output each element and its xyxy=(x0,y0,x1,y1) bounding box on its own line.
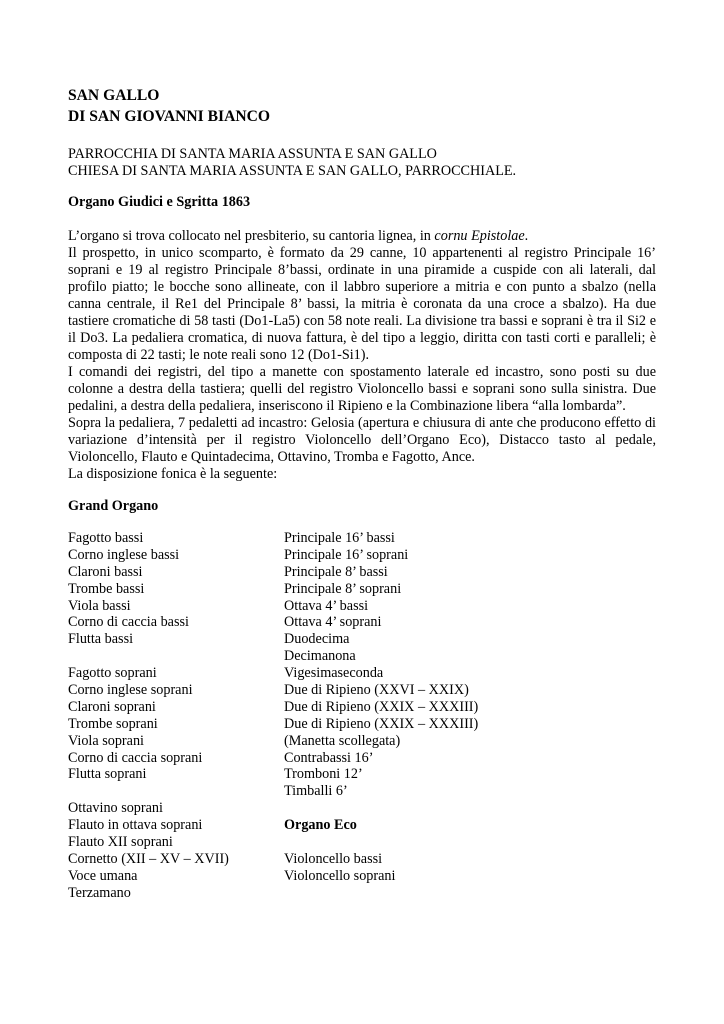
stop-item: Flutta bassi xyxy=(68,631,134,648)
stop-item: Principale 8’ bassi xyxy=(284,563,388,580)
stops-left-column xyxy=(68,530,278,902)
paragraph-3: I comandi dei registri, del tipo a manette con spostamento laterale ed incastro, sono posti su due colonne a destra della tastiera; quelli del registro Violoncello bassi e soprani sono sulla sinistra. Due pedalini, a destra della pedaliera, inseriscono il Ripieno e la Combinazione libera “alla lombarda”. xyxy=(68,364,656,414)
title-line-2: DI SAN GIOVANNI BIANCO xyxy=(68,108,271,125)
stop-item: Due di Ripieno (XXVI – XXIX) xyxy=(284,682,469,699)
paragraph-1-start: L’organo si trova collocato nel presbiterio, su cantoria lignea, in xyxy=(68,228,435,244)
stop-item: Duodecima xyxy=(284,631,350,648)
stop-item: Viola bassi xyxy=(68,597,131,614)
stop-item: Voce umana xyxy=(68,867,138,884)
left-group-2 xyxy=(68,665,278,783)
eco-organ-heading: Organo Eco xyxy=(284,817,357,834)
organ-heading: Organo Giudici e Sgritta 1863 xyxy=(68,194,251,210)
paragraph-1-italic: cornu Epistolae xyxy=(434,228,525,244)
stop-item: Principale 16’ soprani xyxy=(284,546,409,563)
grand-organ-heading: Grand Organo xyxy=(68,498,159,514)
left-group-1 xyxy=(68,530,278,648)
description-body xyxy=(68,228,656,483)
right-group-2 xyxy=(284,851,544,885)
stop-item: Flauto XII soprani xyxy=(68,834,173,851)
paragraph-2: Il prospetto, in unico scomparto, è formato da 29 canne, 10 appartenenti al registro Principale 16’ soprani e 19 al registro Principale 8’bassi, ordinate in una piramide a cuspide con ali laterali, dal profilo piatto; le bocche sono allineate, con il labbro superiore a mitria e con punto a sbalzo (nella canna centrale, il Re1 del Principale 8’ bassi, la mitria è coronata da una croce a sbalzo). Ha due tastiere cromatiche di 58 tasti (Do1-La5) con 58 note reali. La divisione tra bassi e soprani è tra il Si2 e il Do3. La pedaliera cromatica, di nuova fattura, è del tipo a leggio, diritta con tasti corti e paralleli; è composta di 22 tasti; le note reali sono 12 (Do1-Si1). xyxy=(68,245,656,363)
left-group-3 xyxy=(68,800,278,901)
stop-item: Ottavino soprani xyxy=(68,800,163,817)
stop-item: Corno di caccia soprani xyxy=(68,749,203,766)
stop-item: Decimanona xyxy=(284,648,356,665)
stop-item: Flauto in ottava soprani xyxy=(68,817,203,834)
document-title xyxy=(68,85,270,127)
subtitle-line-2: CHIESA DI SANTA MARIA ASSUNTA E SAN GALLO, PARROCCHIALE. xyxy=(68,163,517,179)
paragraph-5: La disposizione fonica è la seguente: xyxy=(68,466,278,482)
right-group-1 xyxy=(284,530,544,800)
stop-item: Corno inglese soprani xyxy=(68,682,193,699)
stop-item: Flutta soprani xyxy=(68,766,147,783)
paragraph-1 xyxy=(68,228,656,245)
stop-item: Violoncello bassi xyxy=(284,850,383,867)
stop-item: Ottava 4’ bassi xyxy=(284,597,369,614)
stop-item: Principale 16’ bassi xyxy=(284,530,395,546)
stop-item: Due di Ripieno (XXIX – XXXIII) xyxy=(284,698,479,715)
stop-item: Claroni bassi xyxy=(68,563,143,580)
stop-item: Viola soprani xyxy=(68,732,144,749)
stop-item: Tromboni 12’ xyxy=(284,766,363,783)
document-subtitle xyxy=(68,146,516,180)
stop-item: Timballi 6’ xyxy=(284,783,348,800)
title-line-1: SAN GALLO xyxy=(68,87,160,104)
stop-item: Fagotto soprani xyxy=(68,665,157,682)
stop-item: Violoncello soprani xyxy=(284,867,396,884)
stop-item: Claroni soprani xyxy=(68,698,156,715)
stop-item: Trombe soprani xyxy=(68,715,158,732)
stop-item: Vigesimaseconda xyxy=(284,665,384,682)
subtitle-line-1: PARROCCHIA DI SANTA MARIA ASSUNTA E SAN GALLO xyxy=(68,146,437,162)
stop-item: Contrabassi 16’ xyxy=(284,749,374,766)
stop-item: Due di Ripieno (XXIX – XXXIII) xyxy=(284,715,479,732)
stop-item: Cornetto (XII – XV – XVII) xyxy=(68,850,229,867)
stop-item: Ottava 4’ soprani xyxy=(284,614,382,631)
stops-right-column xyxy=(284,530,544,885)
stop-item: (Manetta scollegata) xyxy=(284,732,401,749)
stop-item: Fagotto bassi xyxy=(68,530,144,546)
stop-item: Corno inglese bassi xyxy=(68,546,180,563)
stop-item: Trombe bassi xyxy=(68,580,145,597)
paragraph-4: Sopra la pedaliera, 7 pedaletti ad incastro: Gelosia (apertura e chiusura di ante che producono effetto di variazione d’intensità per il registro Violoncello dell’Organo Eco), Distacco tasto al pedale, Violoncello, Flauto e Quintadecima, Ottavino, Tromba e Fagotto, Ance. xyxy=(68,415,656,465)
stop-item: Corno di caccia bassi xyxy=(68,614,189,631)
stop-item: Terzamano xyxy=(68,884,131,901)
stop-item: Principale 8’ soprani xyxy=(284,580,402,597)
paragraph-1-end: . xyxy=(524,228,529,244)
